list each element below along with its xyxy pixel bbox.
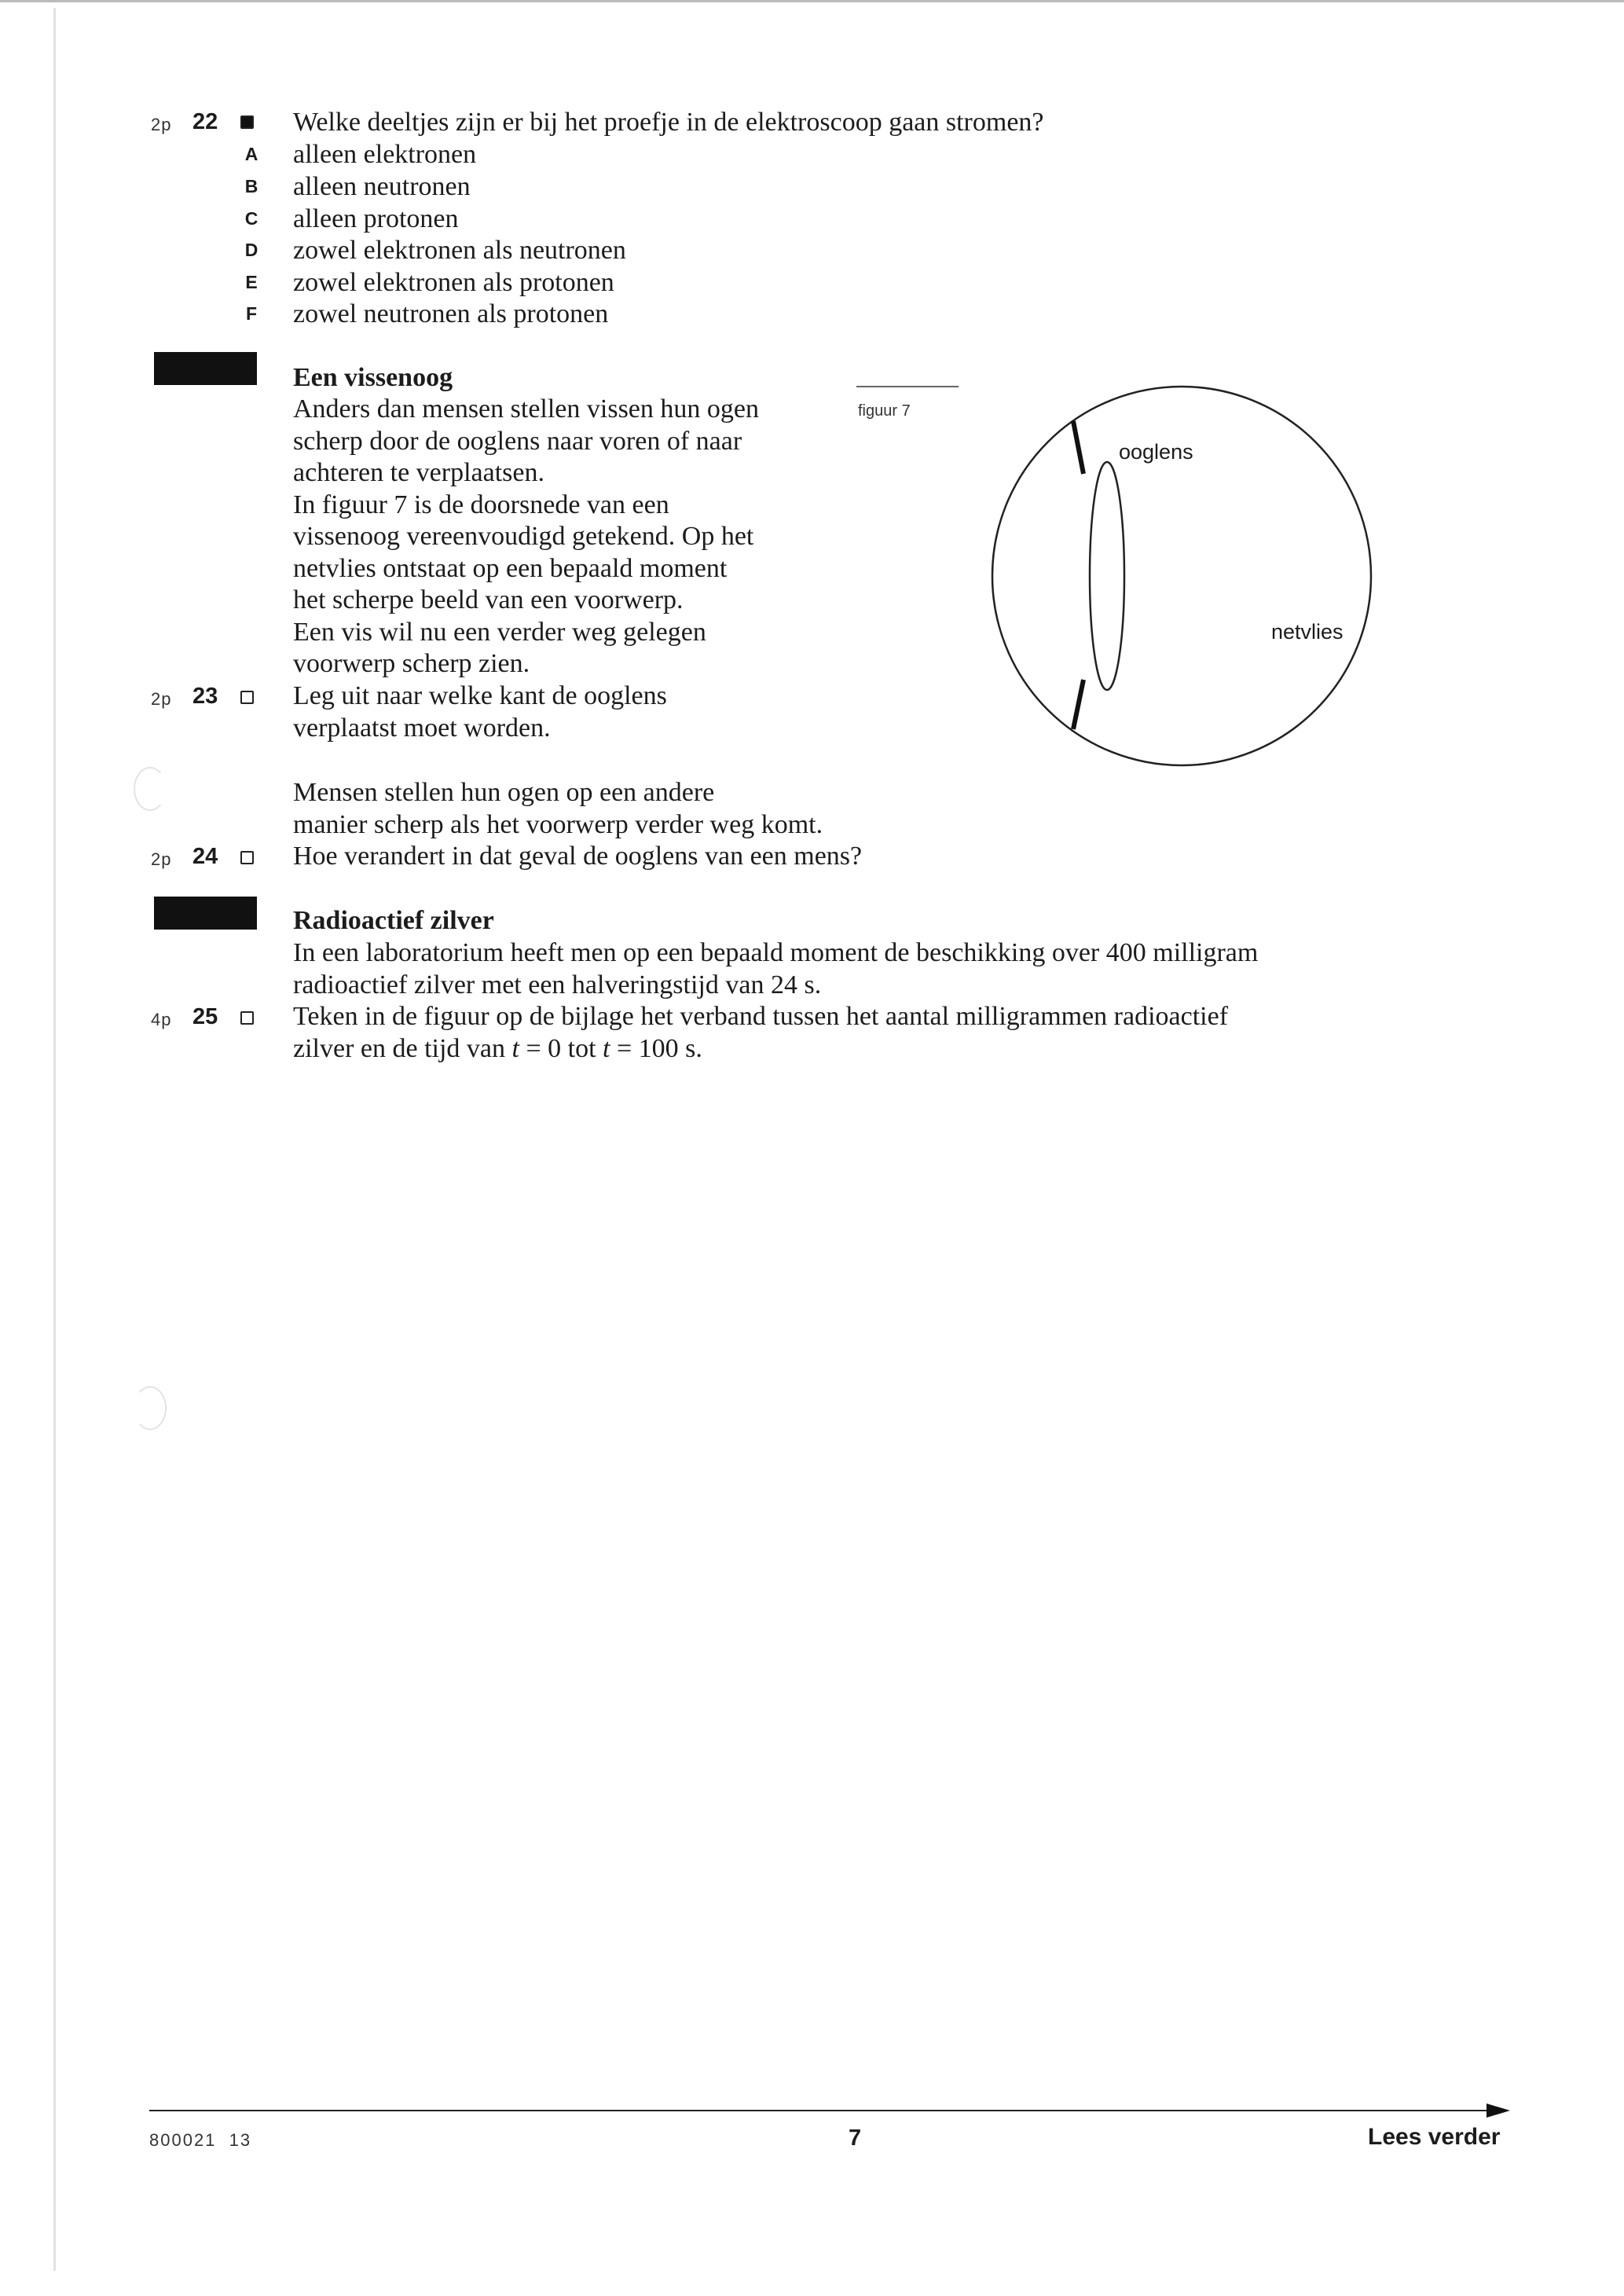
time-variable: t (603, 1033, 610, 1063)
q24-answer-box[interactable] (240, 851, 254, 864)
iris-top (1073, 421, 1083, 474)
option-e (240, 267, 868, 299)
footer-rule (149, 2110, 1494, 2111)
option-text: alleen neutronen (293, 172, 471, 201)
option-letter: D (244, 240, 258, 260)
option-letter: A (244, 144, 258, 164)
option-text: zowel elektronen als protonen (293, 268, 614, 297)
text-line: achteren te verplaatsen. (293, 458, 544, 487)
option-text: alleen elektronen (293, 140, 477, 169)
text-line: manier scherp als het voorwerp verder weg komt. (293, 809, 823, 839)
footer-code: 800021 13 (149, 2130, 252, 2150)
text-line: Leg uit naar welke kant de ooglens (293, 681, 667, 710)
q25-answer-box[interactable] (240, 1011, 254, 1025)
q24-question: Hoe verandert in dat geval de ooglens van een mens? (293, 842, 863, 871)
option-letter: F (245, 303, 258, 324)
q22-marker-box (240, 116, 254, 129)
zilver-text (293, 937, 1258, 1001)
text-segment: = 100 s. (610, 1033, 702, 1063)
footer-arrow-icon (1487, 2103, 1510, 2118)
text-line: netvlies ontstaat op een bepaald moment (293, 553, 728, 583)
q24-number: 24 (192, 844, 218, 869)
option-text: zowel elektronen als neutronen (293, 236, 626, 265)
binding-edge (53, 8, 56, 2271)
iris-bottom (1073, 680, 1083, 729)
lens-label: ooglens (1119, 440, 1193, 464)
text-line: vissenoog vereenvoudigd getekend. Op het (293, 522, 754, 551)
q25-number: 25 (192, 1004, 218, 1029)
text-line: verplaatst moet worden. (293, 713, 551, 743)
q24-points: 2p (151, 849, 172, 869)
fish-eye-figure (982, 377, 1391, 786)
text-line: het scherpe beeld van een voorwerp. (293, 585, 684, 614)
section-marker-bar (154, 352, 257, 385)
text-line: In een laboratorium heeft men op een bepaald moment de beschikking over 400 milligram (293, 938, 1259, 967)
text-line: Een vis wil nu een verder weg gelegen (293, 617, 706, 647)
text-line: scherp door de ooglens naar voren of naar (293, 426, 742, 456)
text-line: Anders dan mensen stellen vissen hun ogen (293, 394, 759, 424)
next-page-label: Lees verder (1368, 2124, 1501, 2150)
time-variable: t (511, 1033, 519, 1063)
text-line: voorwerp scherp zien. (293, 649, 530, 678)
q22-question: Welke deeltjes zijn er bij het proefje in de elektroscoop gaan stromen? (293, 108, 1044, 137)
text-line: Mensen stellen hun ogen op een andere (293, 778, 715, 807)
text-line: radioactief zilver met een halveringstijd van 24 s. (293, 970, 822, 999)
option-b (240, 171, 868, 203)
section-marker-bar (154, 897, 257, 930)
option-a (240, 139, 868, 171)
text-line (293, 1033, 1228, 1065)
q25-points: 4p (151, 1010, 172, 1029)
retina-label: netvlies (1271, 620, 1344, 644)
option-letter: C (244, 208, 258, 229)
text-line: In figuur 7 is de doorsnede van een (293, 490, 669, 519)
page-top-edge (0, 0, 1624, 2)
option-letter: B (244, 176, 258, 196)
eye-lens (1090, 462, 1124, 690)
q23-number: 23 (192, 684, 218, 709)
punch-hole-mark (134, 1386, 167, 1430)
vissenoog-title: Een vissenoog (293, 363, 453, 392)
option-d (240, 235, 868, 266)
page-number: 7 (849, 2125, 862, 2151)
option-letter: E (245, 272, 258, 292)
punch-hole-mark (134, 767, 167, 811)
q25-question (293, 1001, 1228, 1065)
figure-label: figuur 7 (858, 402, 911, 420)
figure-label-rule (856, 386, 959, 387)
q22-number: 22 (192, 109, 218, 134)
q23-question (293, 680, 667, 744)
text-line: Teken in de figuur op de bijlage het verband tussen het aantal milligrammen radioactief (293, 1002, 1229, 1031)
option-text: zowel neutronen als protonen (293, 299, 609, 328)
q23-answer-box[interactable] (240, 691, 254, 704)
option-c (240, 204, 868, 235)
option-text: alleen protonen (293, 204, 459, 233)
text-segment: zilver en de tijd van (293, 1033, 512, 1063)
vissenoog-intro (293, 394, 759, 680)
option-f (240, 299, 868, 330)
q22-points: 2p (151, 115, 172, 134)
zilver-title: Radioactief zilver (293, 906, 494, 935)
mensen-text (293, 777, 823, 841)
q23-points: 2p (151, 689, 172, 709)
text-segment: = 0 tot (519, 1033, 603, 1063)
